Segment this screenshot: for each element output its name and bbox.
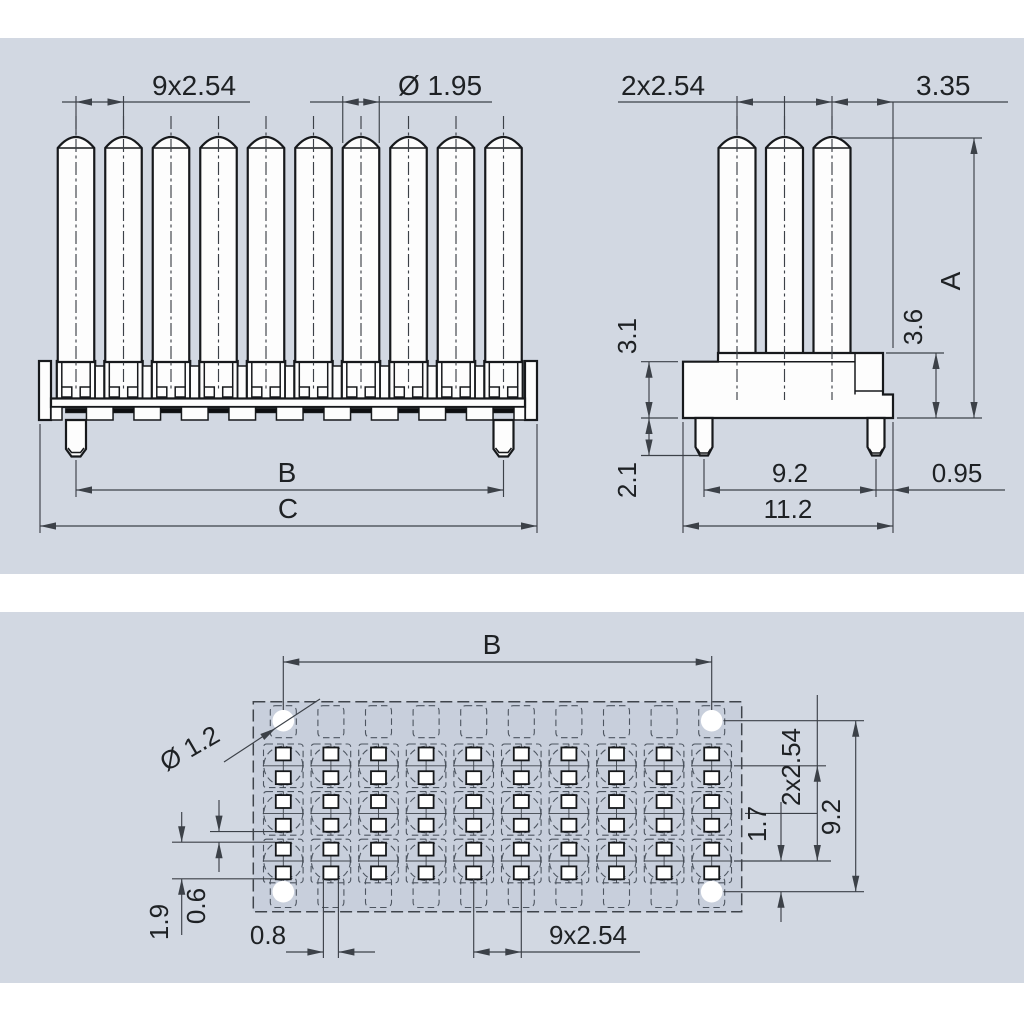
dim-foot-row-to-hole-label: 1.7 xyxy=(742,805,772,843)
dim-front-overall-width-label: C xyxy=(277,493,299,524)
dim-side-base-depth-label: 11.2 xyxy=(763,494,813,524)
mounting-hole xyxy=(273,881,295,903)
dim-foot-pad-pair-height-label: 1.9 xyxy=(144,903,174,941)
mounting-hole xyxy=(701,710,723,732)
dim-side-peg-to-edge-label: 0.95 xyxy=(931,458,983,488)
dim-side-peg-span-label: 9.2 xyxy=(771,458,809,488)
dim-front-pitch-label: 9x2.54 xyxy=(152,70,237,101)
dim-foot-pad-row-span-label: 2x2.54 xyxy=(776,727,806,807)
mounting-hole xyxy=(701,881,723,903)
dim-front-peg-span-label: B xyxy=(277,457,297,488)
dim-side-base-side-height-label: 3.1 xyxy=(612,317,642,355)
dim-side-row-pitch-label: 2x2.54 xyxy=(621,70,706,101)
dim-foot-column-pitch-label: 9x2.54 xyxy=(548,920,628,950)
dim-side-pin-to-edge-label: 3.35 xyxy=(916,70,971,101)
dim-foot-hole-span-label: B xyxy=(482,629,502,660)
pcb-footprint-view xyxy=(253,702,741,912)
dim-side-base-front-height-label: 3.6 xyxy=(898,308,928,346)
dim-foot-pad-width-label: 0.8 xyxy=(249,920,287,950)
dim-foot-hole-row-span-label: 9.2 xyxy=(816,798,846,836)
dim-side-peg-length-label: 2.1 xyxy=(612,461,642,499)
dim-front-pin-diameter-label: Ø 1.95 xyxy=(398,70,483,101)
dim-side-overall-height-label: A xyxy=(935,271,966,291)
dim-foot-pad-row-gap-label: 0.6 xyxy=(181,887,211,925)
dim-foot-hole-diameter-label: Ø 1.2 xyxy=(154,719,225,778)
